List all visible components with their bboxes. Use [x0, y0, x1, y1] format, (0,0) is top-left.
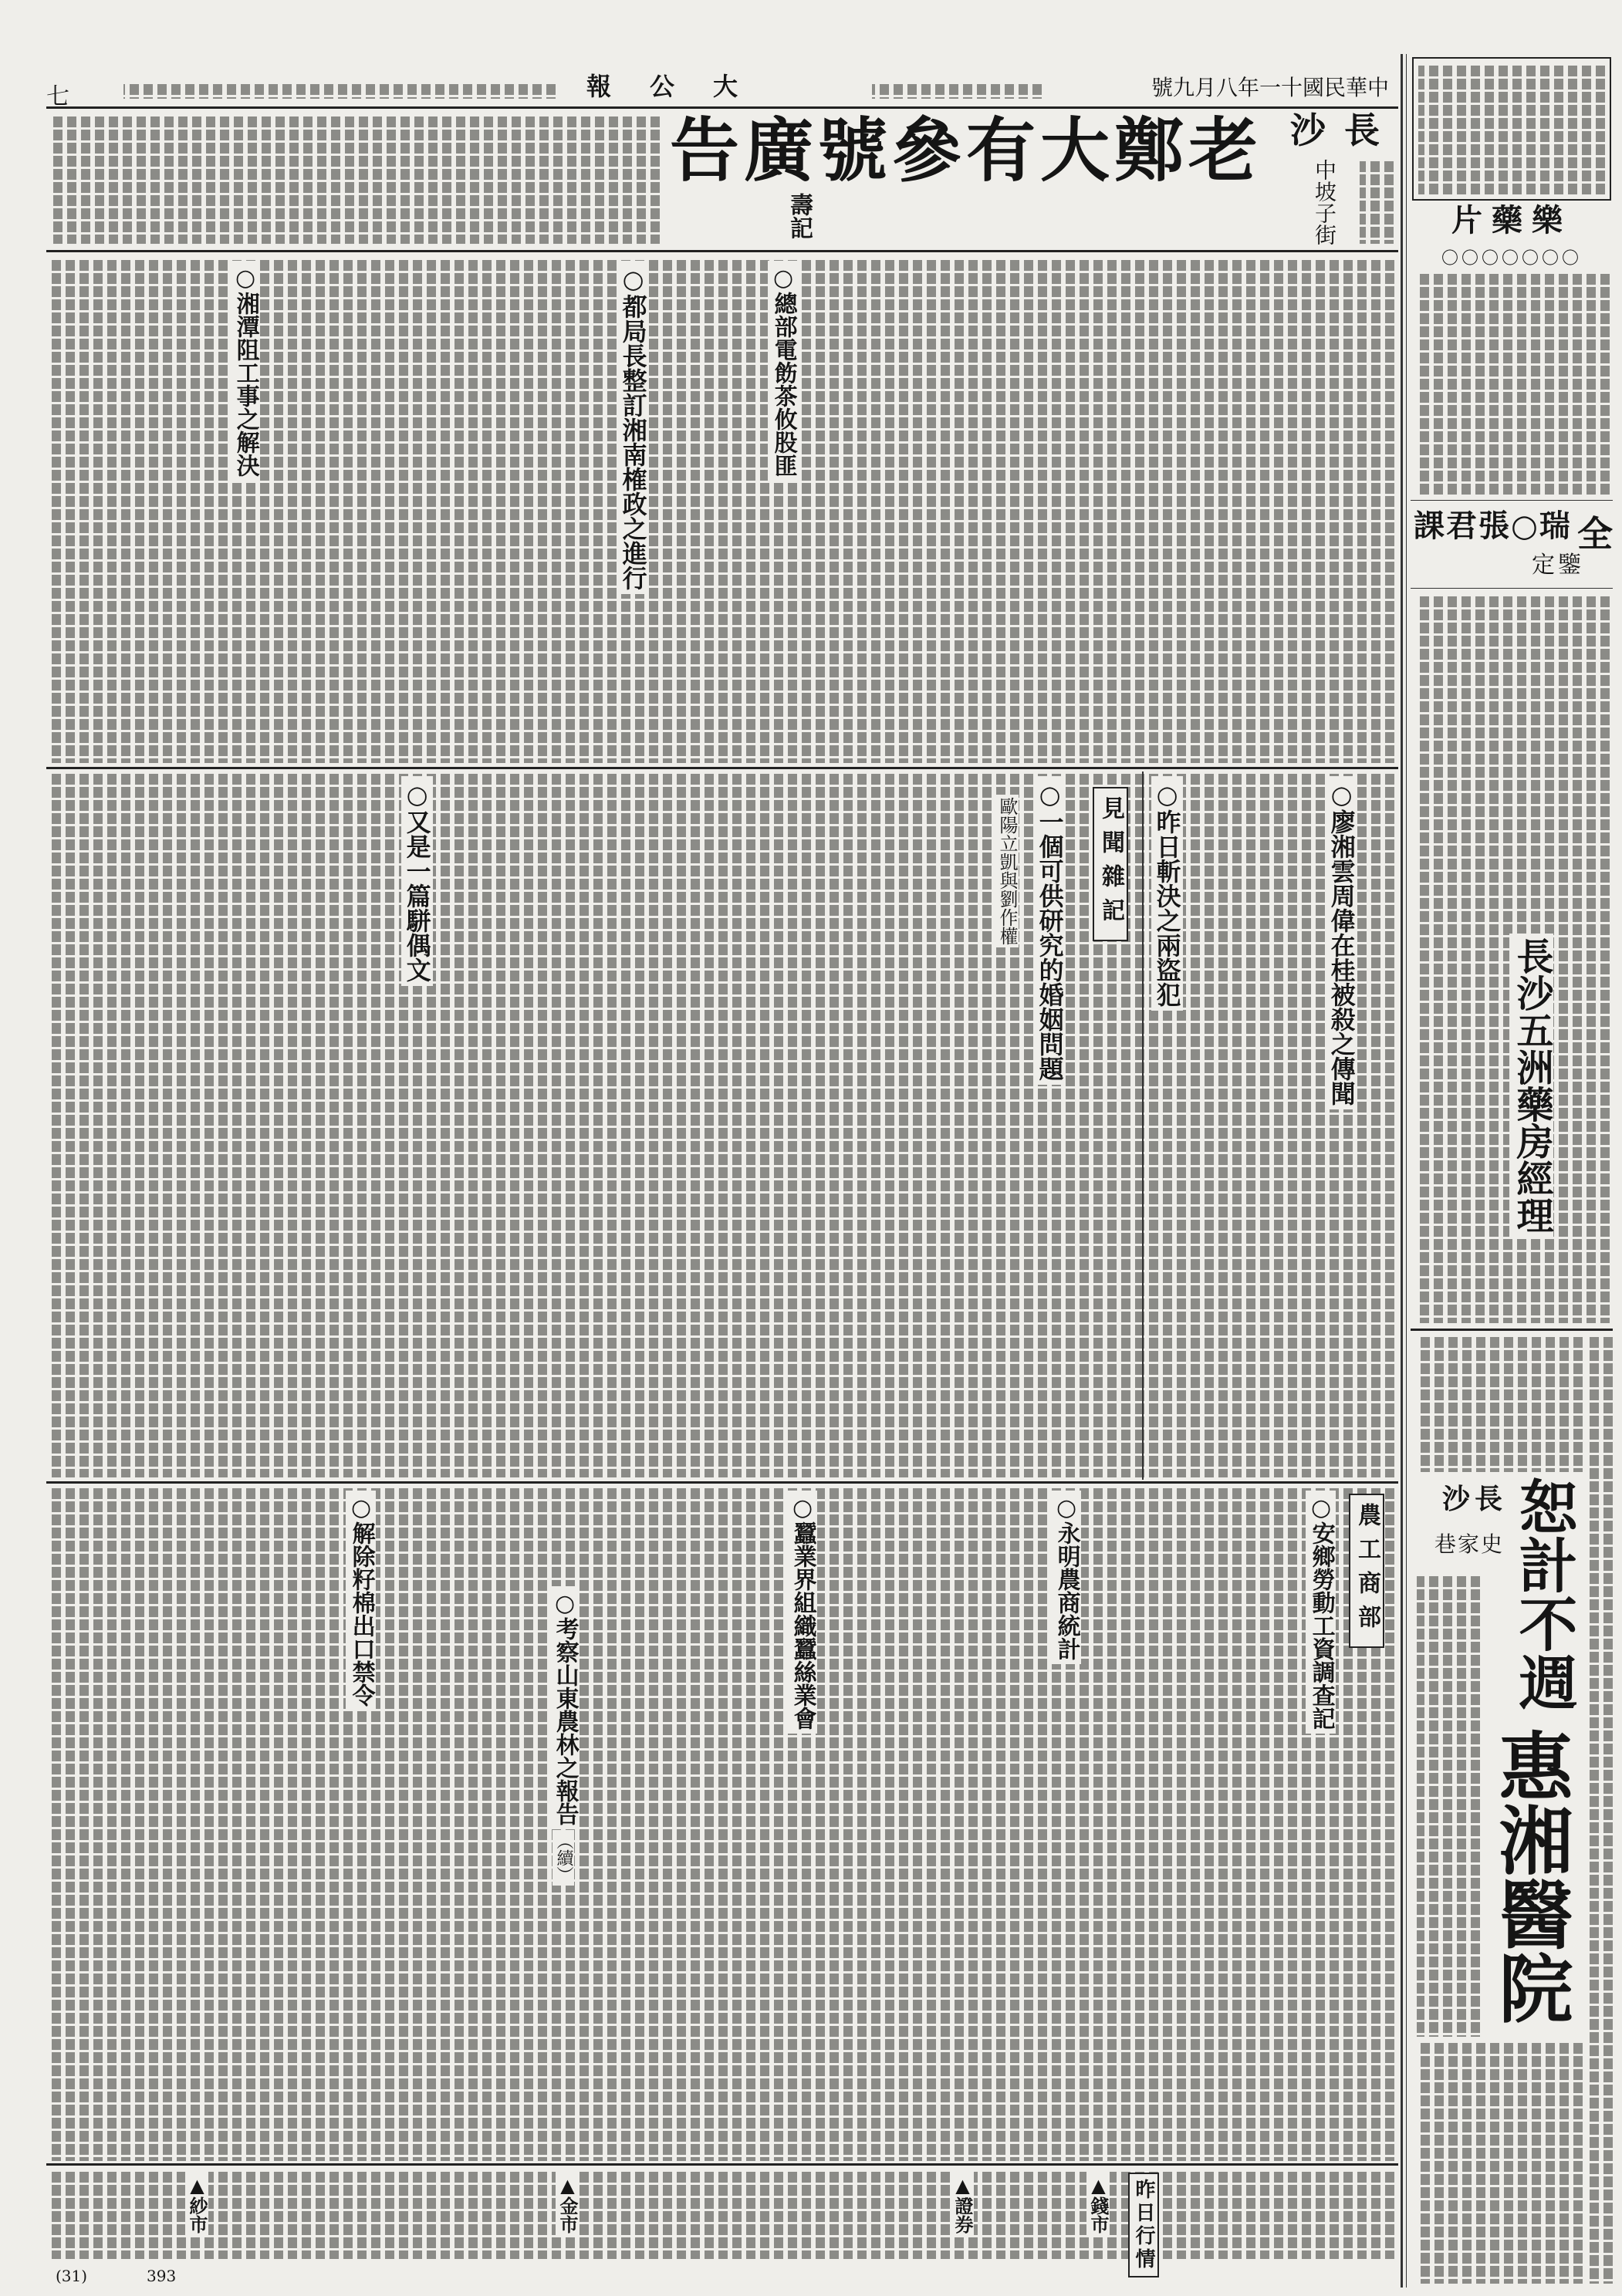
headline-bandits-executed: ○昨日斬決之兩盜犯 — [1151, 776, 1183, 1011]
hospital-city: 長沙 — [1440, 1483, 1509, 1515]
ad-rule — [1411, 500, 1613, 501]
headline-anxiang-wages: ○安鄉勞動工資調查記 — [1306, 1491, 1336, 1734]
ad-brand-mark: 壽記 — [786, 193, 813, 239]
headline-cotton-export-ban: ○解除籽棉出口禁令 — [346, 1491, 376, 1710]
market-category-gold: ▲金市 — [556, 2172, 579, 2236]
notice-seal: 鑒定 — [1532, 552, 1584, 579]
headline-tea-you-bandits: ○總部電飭茶攸股匪 — [768, 261, 798, 481]
hospital-name: 惠湘醫院 — [1487, 1728, 1574, 2024]
section-label-box: 農工商部 — [1349, 1494, 1384, 1648]
continued-mark: （續） — [552, 1830, 574, 1886]
headline-silk-association: ○蠶業界組織蠶絲業會 — [787, 1491, 817, 1734]
market-label-box: 昨日行情 — [1128, 2173, 1159, 2277]
column-divider — [1401, 54, 1403, 2288]
tablet-ad-title: 樂藥片 — [1451, 202, 1572, 238]
page-number: 393 — [147, 2267, 177, 2285]
masthead-text-strip — [123, 82, 556, 99]
hospital-apology: 恕計不週 — [1509, 1477, 1578, 1711]
market-category-yarn: ▲紗市 — [185, 2172, 208, 2236]
hospital-ad-text — [1417, 1574, 1480, 2037]
tablet-ad-text — [1417, 272, 1610, 495]
masthead-text-strip — [872, 82, 1042, 99]
ad-street: 中坡子街 — [1312, 159, 1337, 245]
masthead-rule — [46, 106, 1398, 109]
page-label: 七 — [46, 83, 69, 110]
market-category-money: ▲錢市 — [1086, 2172, 1110, 2236]
headline-xiangtan-strike-resolution: ○湘潭阻工事之解決 — [230, 261, 260, 481]
ad-small-text — [1360, 159, 1394, 244]
section-rule — [46, 2163, 1398, 2166]
article-text-block — [50, 1486, 1394, 2161]
tablet-ad-ornament: 〇〇〇〇〇〇〇 — [1441, 249, 1582, 268]
paper-name: 大公報 — [586, 72, 777, 101]
notice-line: 瑞○張君課 — [1414, 508, 1572, 544]
plate-number: (31) — [56, 2267, 88, 2285]
article-byline: 歐陽立凱與劉作權 — [995, 795, 1019, 947]
headline-parallel-prose: ○又是一篇駢偶文 — [401, 776, 433, 986]
issue-date: 中華民國十一年八月九號 — [1151, 75, 1389, 100]
market-table-text — [50, 2169, 1394, 2259]
section-rule — [46, 1481, 1398, 1484]
headline-marriage-question: ○一個可供研究的婚姻問題 — [1034, 776, 1066, 1085]
ad-rule — [1411, 588, 1613, 589]
market-category-securities: ▲證券 — [951, 2172, 974, 2236]
notice-mark: 全 — [1577, 513, 1613, 555]
headline-yongming-statistics: ○永明農商統計 — [1051, 1491, 1081, 1664]
column-label-box: 見聞雜記 — [1093, 787, 1128, 941]
hospital-ad-text — [1417, 2041, 1583, 2284]
section-rule — [46, 767, 1398, 769]
ad-city: 長沙 — [1290, 110, 1398, 151]
article-text-block — [50, 772, 1394, 1477]
ad-rule — [1411, 1329, 1613, 1331]
ad-small-text — [50, 114, 660, 244]
column-divider — [1406, 54, 1407, 2288]
ad-title: 老鄭大有參號廣告 — [670, 110, 1262, 191]
corner-ad-text — [1418, 63, 1605, 194]
pharmacy-name: 長沙五洲藥房經理 — [1509, 934, 1553, 1237]
headline-south-hunan-tax-administration: ○都局長整訂湘南榷政之進行 — [617, 261, 649, 594]
hospital-street: 史家巷 — [1432, 1531, 1506, 1558]
hospital-ad-text — [1417, 1335, 1583, 1472]
section-rule — [46, 250, 1398, 252]
headline-shandong-forestry-report: ○考察山東農林之報告 — [549, 1586, 580, 1829]
column-rule — [1142, 772, 1144, 1480]
side-strip-text — [1588, 1335, 1613, 2284]
headline-guilin-killing-rumor: ○廖湘雲周偉在桂被殺之傳聞 — [1326, 776, 1357, 1109]
